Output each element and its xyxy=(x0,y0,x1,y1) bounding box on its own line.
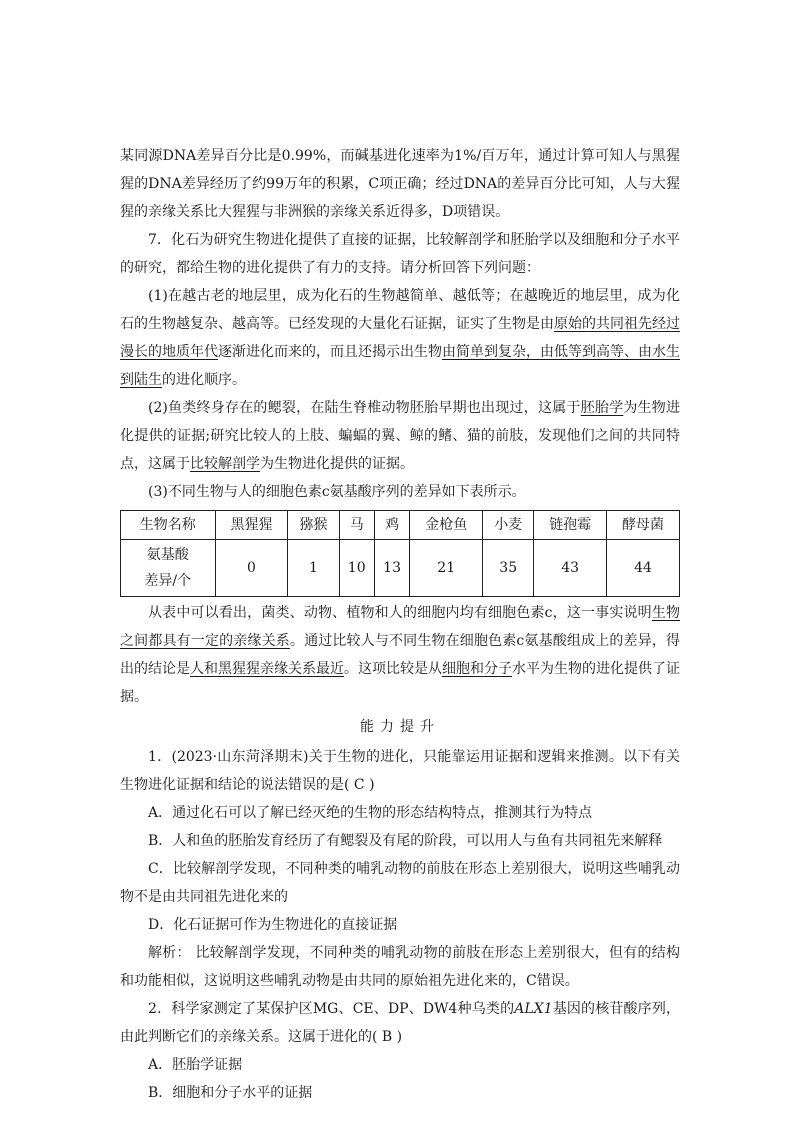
table-header-cell: 生物名称 xyxy=(121,511,216,540)
option-d: D．化石证据可作为生物进化的直接证据 xyxy=(148,917,398,933)
table-header-cell: 链孢霉 xyxy=(534,511,607,540)
table-cell: 44 xyxy=(607,540,680,597)
question-2-stem: 2．科学家测定了某保护区MG、CE、DP、DW4种乌类的ALX1基因的核苷酸序列，由此判断它们的亲缘关系。这属于进化的( B ) xyxy=(120,1001,681,1045)
question-7-part-2: (2)鱼类终身存在的鳃裂，在陆生脊椎动物胚胎早期也出现过，这属于胚胎学为生物进化提供的证据;研究比较人的上肢、蝙蝠的翼、鲸的鳍、猫的前肢，发现他们之间的共同特点，这属于比较解剖学为生物进化提供的证据。 xyxy=(120,400,681,472)
document-page xyxy=(120,142,680,1107)
paragraph-continuation: 某同源DNA差异百分比是0.99%，而碱基进化速率为1%/百万年，通过计算可知人与黑猩猩的DNA差异经历了约99万年的积累，C项正确；经过DNA的差异百分比可知，人与大猩猩的亲缘关系比大猩猩与非洲猴的亲缘关系近得多，D项错误。 xyxy=(120,148,680,220)
table-header-cell: 黑猩猩 xyxy=(215,511,288,540)
section-title: 能力提升 xyxy=(360,719,440,735)
table-header-cell: 小麦 xyxy=(483,511,534,540)
question-1-analysis: 解析： 比较解剖学发现，不同种类的哺乳动物的前肢在形态上差别很大，但有的结构和功能相似，这说明这些哺乳动物是由共同的原始祖先进化来的，C错误。 xyxy=(120,945,680,989)
table-cell: 43 xyxy=(534,540,607,597)
answer-blank: 生物之间都具有一定的亲缘关系 xyxy=(120,605,681,649)
table-cell: 0 xyxy=(215,540,288,597)
question-7-part-1: (1)在越古老的地层里，成为化石的生物越简单、越低等；在越晚近的地层里，成为化石的生物越复杂、越高等。已经发现的大量化石证据，证实了生物是由原始的共同祖先经过漫长的地质年代逐渐进化而来的，而且还揭示出生物由简单到复杂，由低等到高等、由水生到陆生的进化顺序。 xyxy=(120,288,680,388)
answer-blank: 原始的共同祖先经过漫长的地质年代 xyxy=(120,316,680,360)
table-cell: 13 xyxy=(374,540,409,597)
answer-blank: 由简单到复杂，由低等到高等、由水生到陆生 xyxy=(120,344,680,388)
question-7-conclusion: 从表中可以看出，菌类、动物、植物和人的细胞内均有细胞色素c，这一事实说明生物之间都具有一定的亲缘关系。通过比较人与不同生物在细胞色素c氨基酸组成上的差异，得出的结论是人和黑猩猩亲缘关系最近。这项比较是从细胞和分子水平为生物的进化提供了证据。 xyxy=(120,605,681,705)
table-row xyxy=(121,540,680,597)
question-7-part-3: (3)不同生物与人的细胞色素c氨基酸序列的差异如下表所示。 xyxy=(148,484,526,500)
option-b: B．人和鱼的胚胎发育经历了有鳃裂及有尾的阶段，可以用人与鱼有共同祖先来解释 xyxy=(148,833,663,849)
option-c: C．比较解剖学发现，不同种类的哺乳动物的前肢在形态上差别很大，说明这些哺乳动物不是由共同祖先进化来的 xyxy=(120,861,680,905)
answer-blank: 人和黑猩猩亲缘关系最近 xyxy=(190,661,344,677)
table-header-cell: 鸡 xyxy=(374,511,409,540)
option-a: A．通过化石可以了解已经灭绝的生物的形态结构特点，推测其行为特点 xyxy=(148,805,593,821)
table-cell: 21 xyxy=(410,540,483,597)
option-b: B．细胞和分子水平的证据 xyxy=(148,1085,313,1101)
table-header-cell: 酵母菌 xyxy=(607,511,680,540)
table-row xyxy=(121,511,680,540)
table-header-cell: 马 xyxy=(339,511,374,540)
cytochrome-c-table xyxy=(120,510,680,597)
table-header-cell: 金枪鱼 xyxy=(410,511,483,540)
answer-blank: 细胞和分子 xyxy=(442,661,512,677)
gene-name: ALX1 xyxy=(514,1001,553,1017)
table-header-cell: 猕猴 xyxy=(288,511,339,540)
answer-blank: 比较解剖学 xyxy=(190,456,260,472)
answer-blank: 胚胎学 xyxy=(580,400,624,416)
question-1-stem: 1．(2023·山东菏泽期末)关于生物的进化，只能靠运用证据和逻辑来推测。以下有关生物进化证据和结论的说法错误的是( C ) xyxy=(120,749,680,793)
option-a: A．胚胎学证据 xyxy=(148,1057,243,1073)
table-cell: 35 xyxy=(483,540,534,597)
question-7-stem: 7．化石为研究生物进化提供了直接的证据，比较解剖学和胚胎学以及细胞和分子水平的研究，都给生物的进化提供了有力的支持。请分析回答下列问题： xyxy=(120,232,680,276)
table-row-label: 氨基酸 差异/个 xyxy=(121,540,216,597)
table-cell: 1 xyxy=(288,540,339,597)
table-cell: 10 xyxy=(339,540,374,597)
